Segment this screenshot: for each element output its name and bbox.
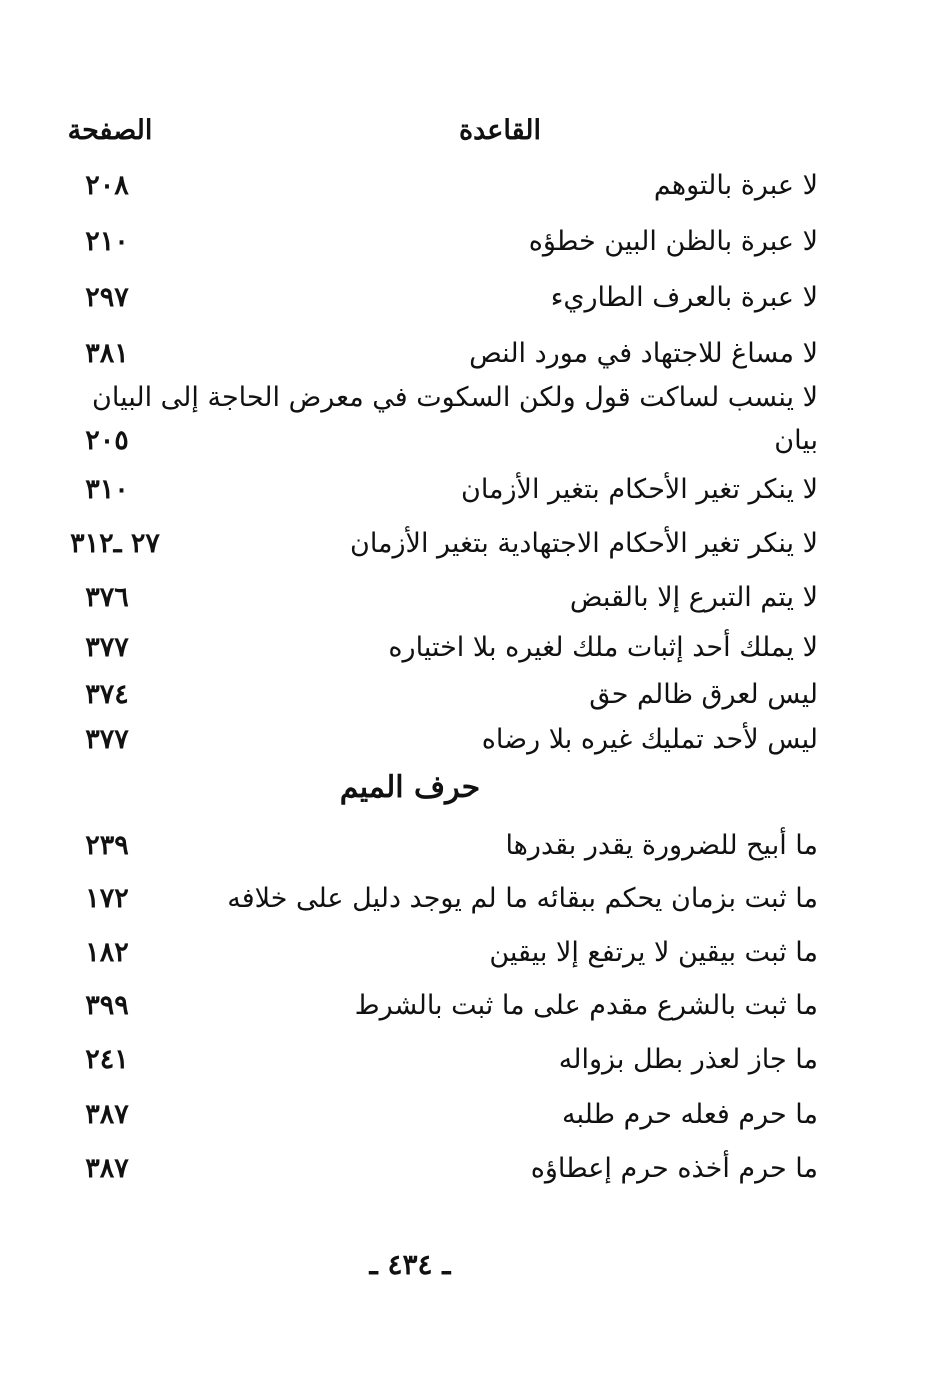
entry-rule: لا عبرة بالظن البين خطؤه	[528, 226, 818, 257]
entry-page: ٣٧٧	[85, 724, 129, 755]
entry-rule: ما أبيح للضرورة يقدر بقدرها	[505, 830, 818, 861]
index-entry	[0, 470, 940, 520]
entry-rule: ما ثبت بالشرع مقدم على ما ثبت بالشرط	[354, 990, 818, 1021]
index-entry	[0, 278, 940, 328]
entry-rule: لا ينكر تغير الأحكام بتغير الأزمان	[461, 474, 818, 505]
entry-page: ١٨٢	[85, 937, 129, 968]
index-entry	[0, 986, 940, 1036]
index-entry	[0, 628, 940, 678]
entry-page: ١٧٢	[85, 883, 129, 914]
entry-rule: ما ثبت بزمان يحكم ببقائه ما لم يوجد دليل على خلافه	[227, 883, 818, 914]
entry-rule: ما جاز لعذر بطل بزواله	[558, 1044, 818, 1075]
column-header-page: الصفحة	[67, 115, 153, 146]
index-entry	[0, 578, 940, 628]
index-entry	[0, 720, 940, 770]
entry-page: ٣٨٧	[85, 1153, 129, 1184]
index-entry	[0, 1040, 940, 1090]
entry-rule: ليس لأحد تمليك غيره بلا رضاه	[481, 724, 818, 755]
entry-rule: لا ينسب لساكت قول ولكن السكوت في معرض الحاجة إلى البيان	[92, 382, 818, 413]
section-title: حرف الميم	[339, 770, 481, 805]
entry-page: ٣٩٩	[85, 990, 129, 1021]
entry-rule: لا عبرة بالتوهم	[653, 170, 818, 201]
entry-page: ٢٣٩	[85, 830, 129, 861]
entry-rule: ما حرم فعله حرم طلبه	[561, 1099, 818, 1130]
page-number-footer: ـ ٤٣٤ ـ	[369, 1248, 451, 1281]
entry-page: ٣٧٤	[85, 679, 129, 710]
index-entry	[0, 334, 940, 384]
column-header-rule: القاعدة	[458, 115, 542, 146]
entry-page: ٣٨١	[85, 338, 129, 369]
index-entry	[0, 524, 940, 574]
entry-rule: ما ثبت بيقين لا يرتفع إلا بيقين	[489, 937, 818, 968]
entry-page: ٢٠٨	[85, 170, 129, 201]
entry-rule: لا عبرة بالعرف الطاريء	[550, 282, 818, 313]
entry-page: ٢٩٧	[85, 282, 129, 313]
entry-page: ٢٤١	[85, 1044, 129, 1075]
entry-rule: لا يتم التبرع إلا بالقبض	[569, 582, 818, 613]
entry-page: ٢١٠	[85, 226, 129, 257]
index-entry	[0, 933, 940, 983]
entry-page: ٣٧٦	[85, 582, 129, 613]
index-entry	[0, 826, 940, 876]
index-entry	[0, 675, 940, 725]
entry-rule-continuation: بيان	[774, 425, 818, 456]
entry-page: ٢٠٥	[85, 425, 129, 456]
index-entry	[0, 879, 940, 929]
entry-rule: ما حرم أخذه حرم إعطاؤه	[530, 1153, 818, 1184]
index-entry	[0, 222, 940, 272]
index-entry	[0, 1095, 940, 1145]
index-entry	[0, 1149, 940, 1199]
entry-rule: لا ينكر تغير الأحكام الاجتهادية بتغير الأزمان	[349, 528, 818, 559]
entry-page: ٣١٠	[85, 474, 129, 505]
entry-rule: ليس لعرق ظالم حق	[589, 679, 818, 710]
index-entry-continuation	[0, 421, 940, 471]
entry-page: ٢٧ ـ٣١٢	[70, 528, 160, 559]
entry-page: ٣٧٧	[85, 632, 129, 663]
entry-rule: لا يملك أحد إثبات ملك لغيره بلا اختياره	[388, 632, 818, 663]
index-entry	[0, 166, 940, 216]
entry-rule: لا مساغ للاجتهاد في مورد النص	[469, 338, 818, 369]
entry-page: ٣٨٧	[85, 1099, 129, 1130]
